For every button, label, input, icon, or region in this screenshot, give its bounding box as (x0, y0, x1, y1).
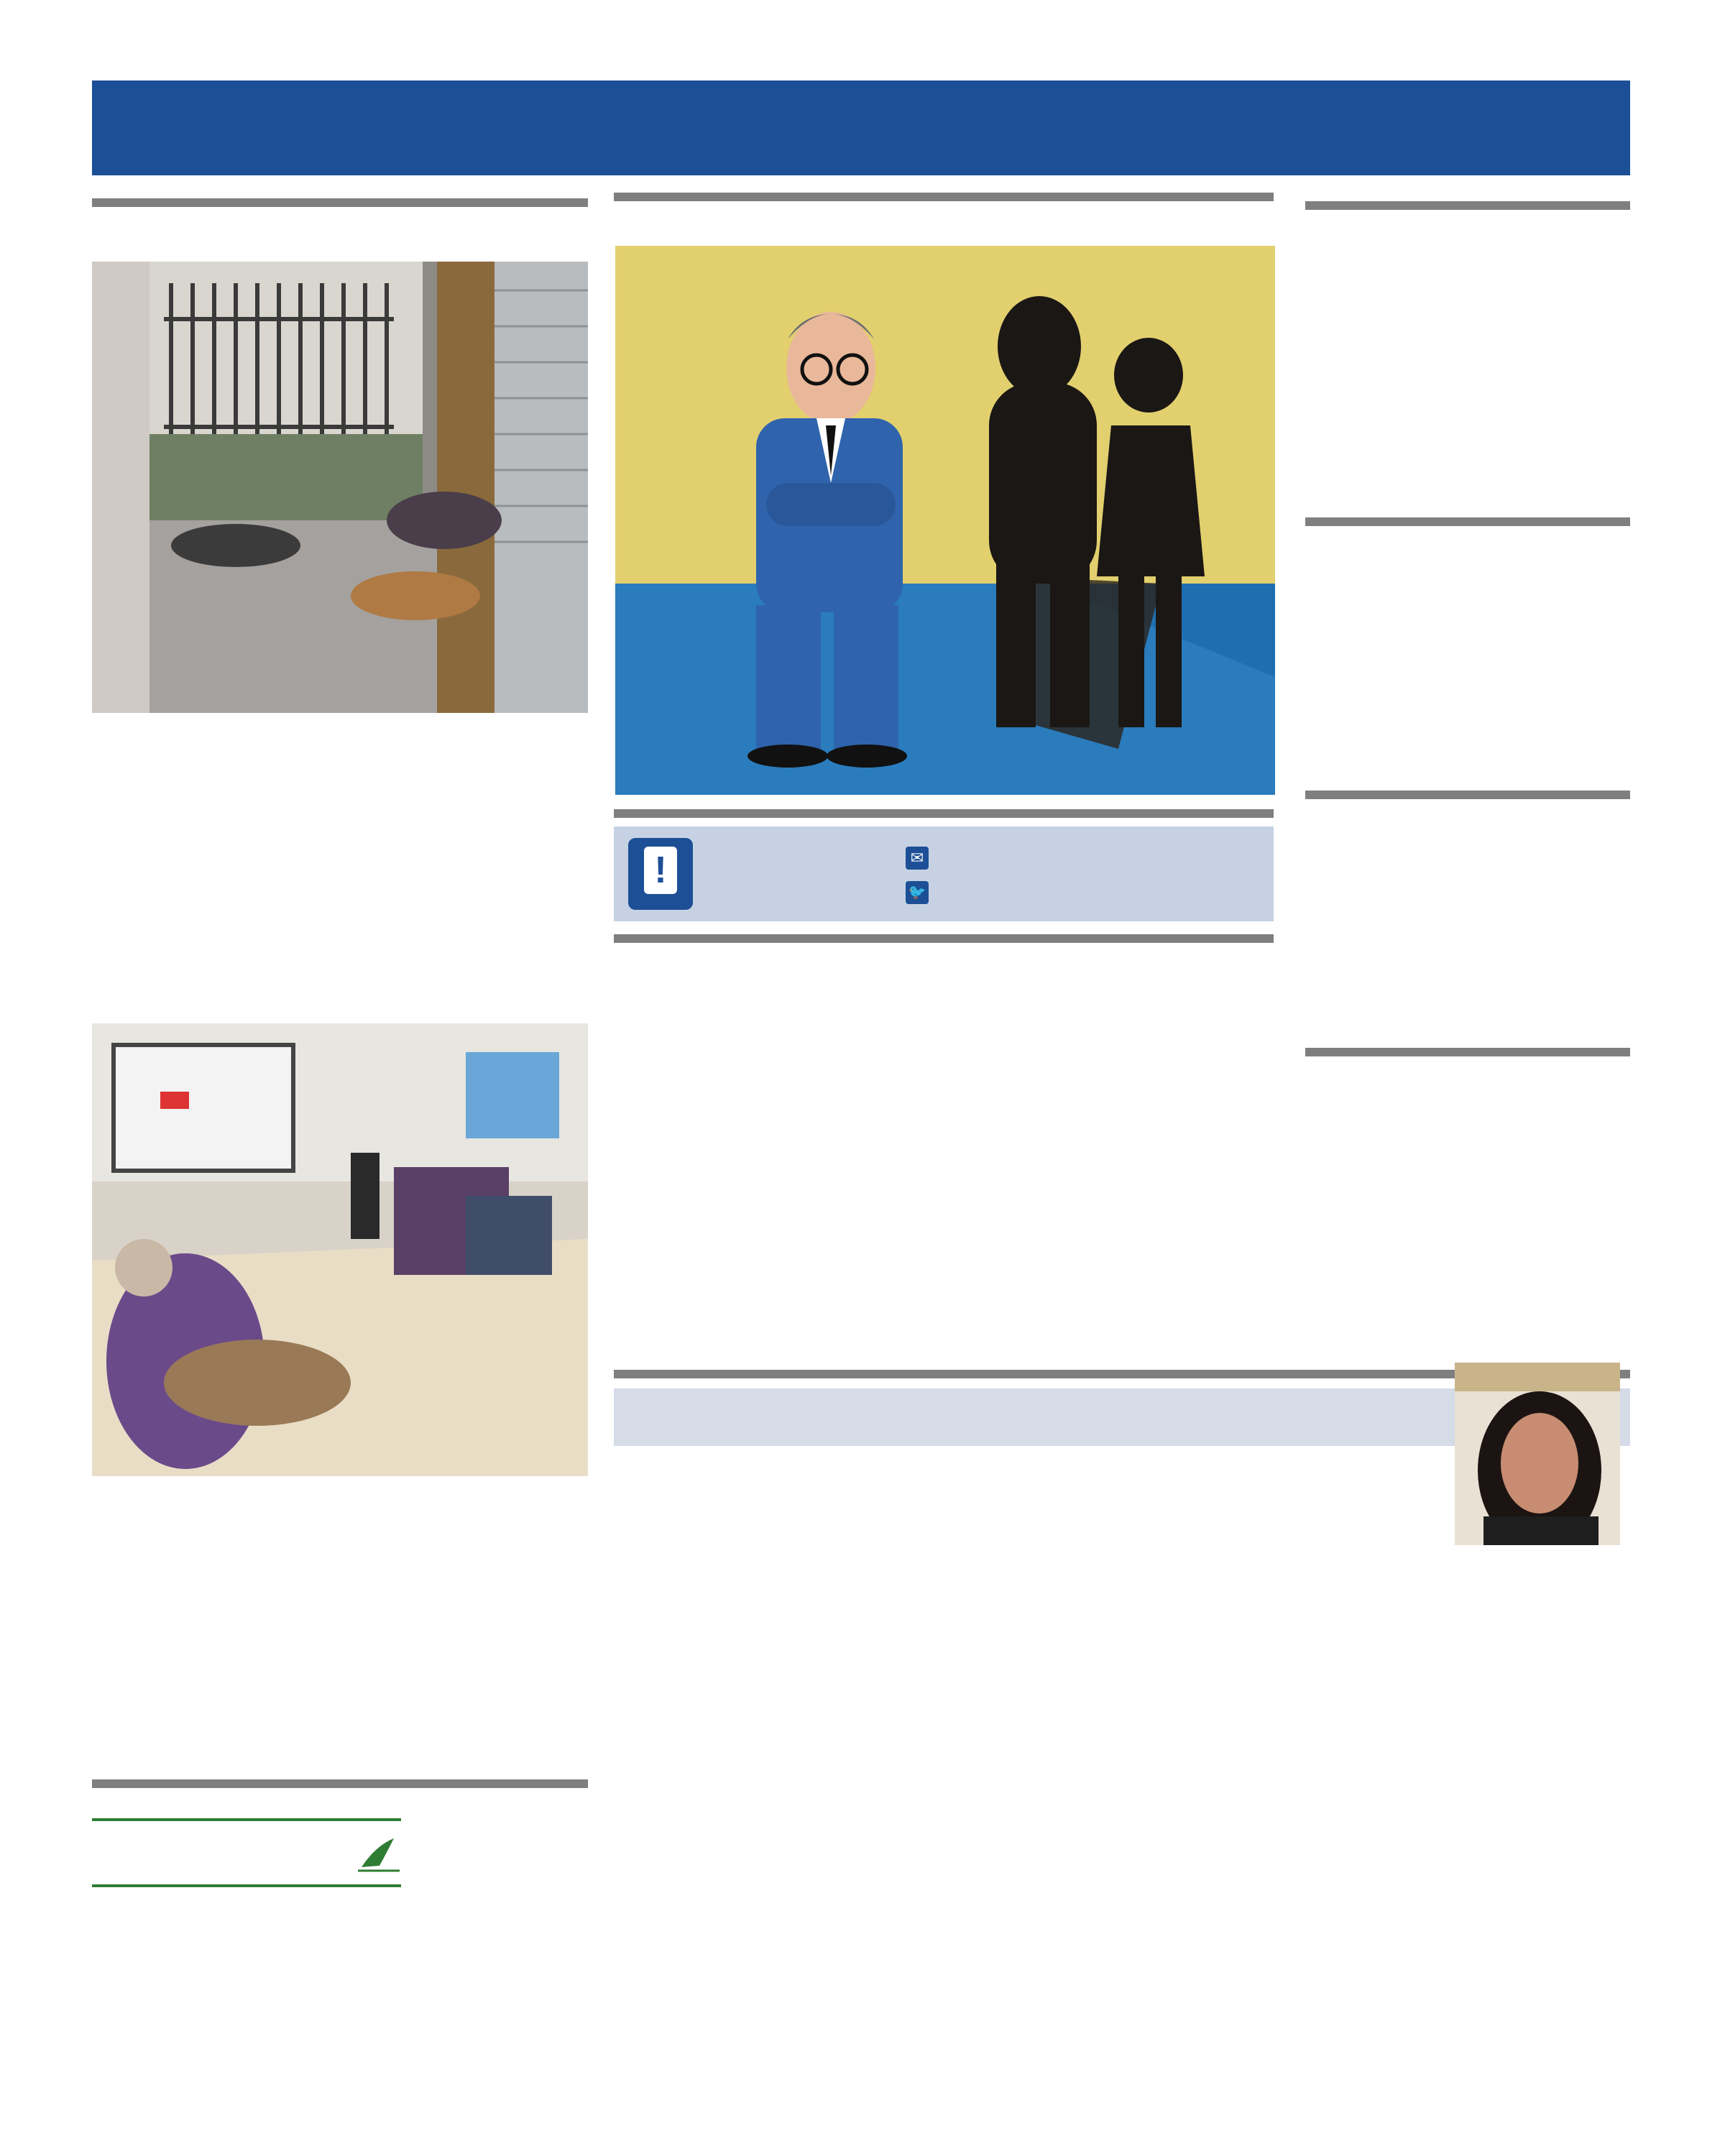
photo-wrap-spacer (1476, 1518, 1630, 1549)
tweets (1305, 1111, 1622, 1123)
mail-icon: ✉ (906, 847, 929, 870)
divider (614, 809, 1274, 818)
divider (92, 198, 588, 207)
divider (1305, 791, 1630, 799)
top-banner (92, 80, 1630, 175)
photo-corridor (92, 262, 588, 713)
exclamation-icon: ! (628, 838, 693, 910)
divider (92, 1779, 588, 1788)
columna-col3 (1308, 1518, 1630, 1549)
twitter-icon: 🐦 (906, 881, 929, 904)
divider (1305, 517, 1630, 526)
photo-lactancia (92, 1023, 588, 1476)
logo-bird-icon (358, 1831, 400, 1874)
masthead-logo (92, 1818, 401, 1887)
dinos-panel (614, 826, 1274, 921)
humor-cartoon (615, 246, 1275, 795)
divider (1305, 201, 1630, 210)
divider (614, 934, 1274, 943)
divider (614, 193, 1274, 201)
divider (1305, 1048, 1630, 1056)
